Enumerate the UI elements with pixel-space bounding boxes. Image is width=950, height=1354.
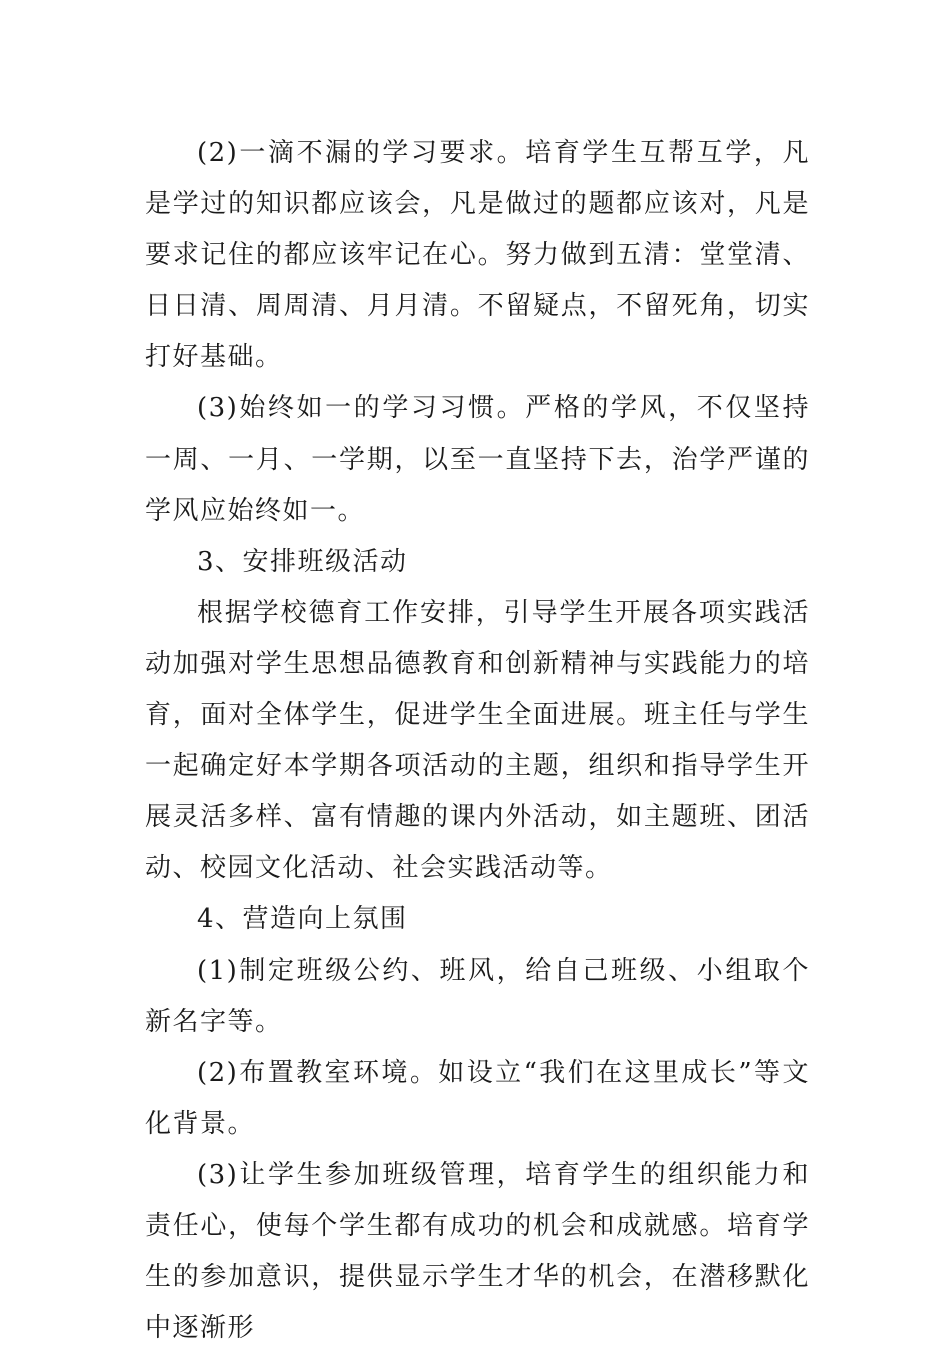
paragraph-study-requirements: (2)一滴不漏的学习要求。培育学生互帮互学，凡是学过的知识都应该会，凡是做过的题都应该对，凡是要求记住的都应该牢记在心。努力做到五清：堂堂清、日日清、周周清、月月清。不留疑点，不留死角，切实打好基础。 — [145, 138, 810, 373]
paragraph-class-management: (3)让学生参加班级管理，培育学生的组织能力和责任心，使每个学生都有成功的机会和成就感。培育学生的参加意识，提供显示学生才华的机会，在潜移默化中逐渐形 — [145, 1159, 810, 1344]
section-heading-class-activities: 3、安排班级活动 — [197, 546, 408, 577]
paragraph-study-habits: (3)始终如一的学习习惯。严格的学风，不仅坚持一周、一月、一学期，以至一直坚持下去，治学严谨的学风应始终如一。 — [145, 393, 810, 526]
document-body — [145, 128, 810, 1354]
paragraph-classroom-environment: (2)布置教室环境。如设立“我们在这里成长”等文化背景。 — [145, 1057, 810, 1139]
paragraph-class-convention: (1)制定班级公约、班风，给自己班级、小组取个新名字等。 — [145, 955, 810, 1037]
paragraph-class-activities: 根据学校德育工作安排，引导学生开展各项实践活动加强对学生思想品德教育和创新精神与实践能力的培育，面对全体学生，促进学生全面进展。班主任与学生一起确定好本学期各项活动的主题，组织和指导学生开展灵活多样、富有情趣的课内外活动，如主题班、团活动、校园文化活动、社会实践活动等。 — [145, 597, 810, 884]
section-heading-atmosphere: 4、营造向上氛围 — [197, 904, 408, 935]
